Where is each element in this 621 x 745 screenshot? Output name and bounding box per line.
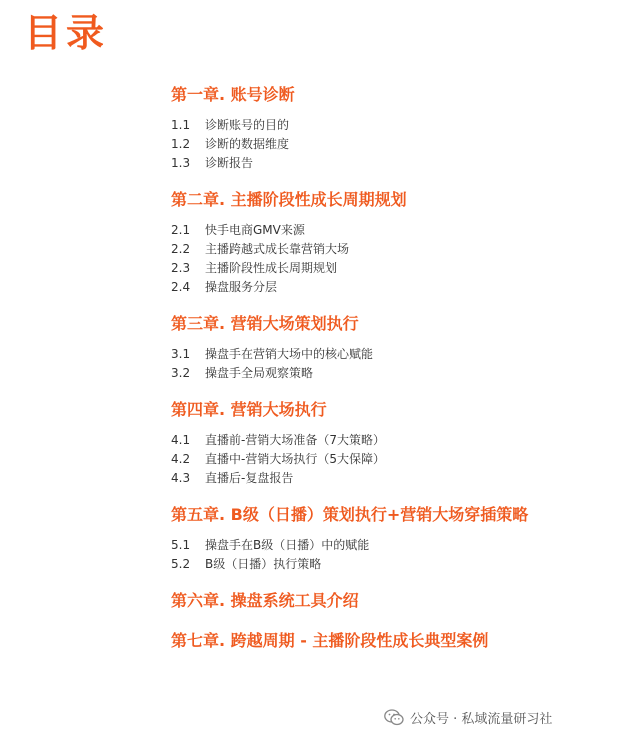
toc-item[interactable]	[171, 536, 601, 555]
item-label: 操盘手全局观察策略	[205, 366, 314, 380]
toc-item[interactable]	[171, 278, 601, 297]
toc-item[interactable]	[171, 154, 601, 173]
item-number: 1.3	[171, 156, 191, 170]
chapter-2	[171, 189, 601, 297]
item-label: 直播后-复盘报告	[205, 471, 294, 485]
toc-item[interactable]	[171, 469, 601, 488]
chapter-title[interactable]: 第六章. 操盘系统工具介绍	[171, 591, 359, 610]
item-label: 主播跨越式成长靠营销大场	[205, 242, 350, 256]
item-label: 诊断报告	[205, 156, 254, 170]
chapter-title[interactable]: 第四章. 营销大场执行	[171, 400, 327, 419]
chapter-5	[171, 504, 601, 574]
toc-item[interactable]	[171, 364, 601, 383]
page-title: 目录	[24, 11, 109, 55]
toc-item[interactable]	[171, 555, 601, 574]
item-label: 诊断的数据维度	[205, 137, 290, 151]
item-number: 1.2	[171, 137, 191, 151]
item-number: 2.4	[171, 280, 191, 294]
item-number: 3.2	[171, 366, 191, 380]
item-label: 快手电商GMV来源	[205, 223, 305, 237]
item-number: 3.1	[171, 347, 191, 361]
wechat-icon	[384, 709, 404, 726]
chapter-1	[171, 84, 601, 173]
chapter-title[interactable]: 第二章. 主播阶段性成长周期规划	[171, 190, 407, 209]
item-number: 4.1	[171, 433, 191, 447]
toc-item[interactable]	[171, 116, 601, 135]
table-of-contents	[171, 84, 601, 670]
chapter-title[interactable]: 第三章. 营销大场策划执行	[171, 314, 359, 333]
chapter-title[interactable]: 第一章. 账号诊断	[171, 85, 295, 104]
watermark	[384, 708, 552, 727]
item-number: 5.1	[171, 538, 191, 552]
item-label: 主播阶段性成长周期规划	[205, 261, 338, 275]
item-label: 直播前-营销大场准备（7大策略）	[205, 433, 385, 447]
watermark-text: 公众号 · 私域流量研习社	[410, 712, 553, 727]
item-number: 2.1	[171, 223, 191, 237]
item-label: B级（日播）执行策略	[205, 557, 322, 571]
chapter-title[interactable]: 第七章. 跨越周期 - 主播阶段性成长典型案例	[171, 631, 489, 650]
item-number: 2.2	[171, 242, 191, 256]
item-label: 操盘手在B级（日播）中的赋能	[205, 538, 370, 552]
item-number: 4.3	[171, 471, 191, 485]
toc-item[interactable]	[171, 240, 601, 259]
item-label: 操盘服务分层	[205, 280, 278, 294]
item-number: 5.2	[171, 557, 191, 571]
item-label: 操盘手在营销大场中的核心赋能	[205, 347, 374, 361]
chapter-title[interactable]: 第五章. B级（日播）策划执行+营销大场穿插策略	[171, 505, 529, 524]
item-number: 2.3	[171, 261, 191, 275]
item-label: 诊断账号的目的	[205, 118, 290, 132]
chapter-4	[171, 399, 601, 488]
toc-item[interactable]	[171, 259, 601, 278]
chapter-6	[171, 590, 601, 612]
item-number: 4.2	[171, 452, 191, 466]
item-label: 直播中-营销大场执行（5大保障）	[205, 452, 385, 466]
toc-item[interactable]	[171, 345, 601, 364]
chapter-3	[171, 313, 601, 383]
item-number: 1.1	[171, 118, 191, 132]
toc-item[interactable]	[171, 135, 601, 154]
toc-item[interactable]	[171, 221, 601, 240]
toc-item[interactable]	[171, 450, 601, 469]
chapter-7	[171, 630, 601, 652]
toc-item[interactable]	[171, 431, 601, 450]
